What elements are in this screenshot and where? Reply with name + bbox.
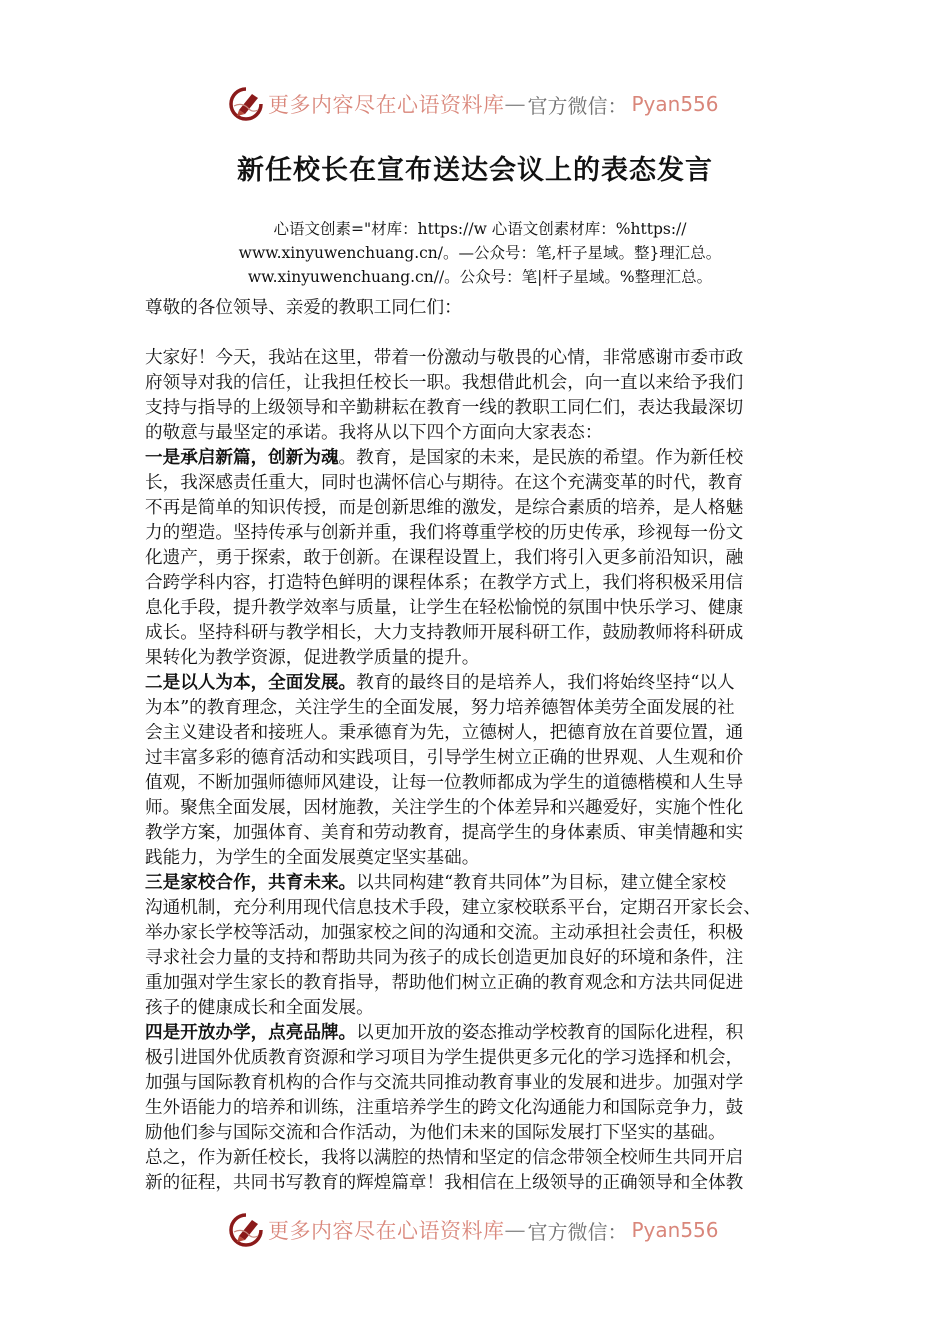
source-line: ww.xinyuwenchuang.cn//。公众号：笔|杆子星域。%整理汇总。 <box>247 268 713 286</box>
section-heading: 二是以人为本，全面发展。 <box>145 673 357 693</box>
section-first-line <box>145 671 835 696</box>
section-3 <box>145 871 835 1021</box>
intro-paragraph <box>145 346 835 446</box>
pen-nib-logo-icon <box>228 1212 264 1248</box>
text-line: 生外语能力的培养和训练，注重培养学生的跨文化沟通能力和国际竞争力，鼓 <box>145 1098 744 1118</box>
text-line: 寻求社会力量的支持和帮助共同为孩子的成长创造更加良好的环境和条件，注 <box>145 948 744 968</box>
text-line: 值观，不断加强师德师风建设，让每一位教师都成为学生的道德楷模和人生导 <box>145 773 744 793</box>
text-line: 极引进国外优质教育资源和学习项目为学生提供更多元化的学习选择和机会， <box>145 1048 744 1068</box>
section-first-text: 。教育，是国家的未来，是民族的希望。作为新任校 <box>338 448 744 468</box>
banner-dash: — <box>504 1218 526 1242</box>
text-line: 过丰富多彩的德育活动和实践项目，引导学生树立正确的世界观、人生观和价 <box>145 748 744 768</box>
banner-dash: — <box>504 92 526 116</box>
header-banner <box>228 82 728 126</box>
text-line: 为本”的教育理念，关注学生的全面发展，努力培养德智体美劳全面发展的社 <box>145 698 735 718</box>
text-line: 总之，作为新任校长，我将以满腔的热情和坚定的信念带领全校师生共同开启 <box>145 1148 744 1168</box>
text-line: 孩子的健康成长和全面发展。 <box>145 998 374 1018</box>
section-heading: 四是开放办学，点亮品牌。 <box>145 1023 357 1043</box>
section-first-text: 以共同构建“教育共同体”为目标，建立健全家校 <box>356 873 727 893</box>
text-line: 长，我深感责任重大，同时也满怀信心与期待。在这个充满变革的时代，教育 <box>145 473 744 493</box>
greeting: 尊敬的各位领导、亲爱的教职工同仁们： <box>145 298 462 318</box>
banner-main-text: 更多内容尽在心语资料库 <box>268 1219 505 1243</box>
text-line: 践能力，为学生的全面发展奠定坚实基础。 <box>145 848 480 868</box>
footer-banner <box>228 1208 728 1252</box>
text-line: 沟通机制，充分利用现代信息技术手段，建立家校联系平台，定期召开家长会、 <box>145 898 761 918</box>
text-line: 不再是简单的知识传授，而是创新思维的激发，是综合素质的培养，是人格魅 <box>145 498 744 518</box>
conclusion-paragraph <box>145 1146 835 1196</box>
text-line: 励他们参与国际交流和合作活动，为他们未来的国际发展打下坚实的基础。 <box>145 1123 726 1143</box>
text-line: 息化手段，提升教学效率与质量，让学生在轻松愉悦的氛围中快乐学习、健康 <box>145 598 744 618</box>
section-first-text: 教育的最终目的是培养人，我们将始终坚持“以人 <box>356 673 735 693</box>
document-title: 新任校长在宣布送达会议上的表态发言 <box>237 155 713 186</box>
text-line: 加强与国际教育机构的合作与交流共同推动教育事业的发展和进步。加强对学 <box>145 1073 744 1093</box>
text-line: 支持与指导的上级领导和辛勤耕耘在教育一线的教职工同仁们，表达我最深切 <box>145 398 744 418</box>
text-line: 成长。坚持科研与教学相长，大力支持教师开展科研工作，鼓励教师将科研成 <box>145 623 744 643</box>
text-line: 举办家长学校等活动，加强家校之间的沟通和交流。主动承担社会责任，积极 <box>145 923 744 943</box>
blank-line <box>145 321 835 346</box>
section-4 <box>145 1021 835 1146</box>
section-first-text: 以更加开放的姿态推动学校教育的国际化进程，积 <box>356 1023 744 1043</box>
text-line: 新的征程，共同书写教育的辉煌篇章！我相信在上级领导的正确领导和全体教 <box>145 1173 744 1193</box>
section-heading: 三是家校合作，共育未来。 <box>145 873 357 893</box>
banner-wechat-label: 官方微信： <box>527 1219 628 1244</box>
source-notice <box>140 217 820 289</box>
section-1 <box>145 446 835 671</box>
banner-main-text: 更多内容尽在心语资料库 <box>268 93 505 117</box>
text-line: 的敬意与最坚定的承诺。我将从以下四个方面向大家表态： <box>145 423 603 443</box>
section-first-line <box>145 446 835 471</box>
banner-wechat-label: 官方微信： <box>527 93 628 118</box>
text-line: 化遗产，勇于探索，敢于创新。在课程设置上，我们将引入更多前沿知识，融 <box>145 548 744 568</box>
text-line: 府领导对我的信任，让我担任校长一职。我想借此机会，向一直以来给予我们 <box>145 373 744 393</box>
text-line: 力的塑造。坚持传承与创新并重，我们将尊重学校的历史传承，珍视每一份文 <box>145 523 744 543</box>
section-heading: 一是承启新篇，创新为魂 <box>145 448 339 468</box>
text-line: 师。聚焦全面发展，因材施教，关注学生的个体差异和兴趣爱好，实施个性化 <box>145 798 744 818</box>
text-line: 合跨学科内容，打造特色鲜明的课程体系；在教学方式上，我们将积极采用信 <box>145 573 744 593</box>
source-line: www.xinyuwenchuang.cn/。—公众号：笔,杆子星域。整}理汇总。 <box>238 244 722 262</box>
banner-wechat-id: Pyan556 <box>631 1218 719 1242</box>
section-first-line <box>145 1021 835 1046</box>
text-line: 果转化为教学资源，促进教学质量的提升。 <box>145 648 480 668</box>
text-line: 大家好！今天，我站在这里，带着一份激动与敬畏的心情，非常感谢市委市政 <box>145 348 744 368</box>
document-body <box>145 296 835 1196</box>
section-2 <box>145 671 835 871</box>
text-line: 教学方案，加强体育、美育和劳动教育，提高学生的身体素质、审美情趣和实 <box>145 823 744 843</box>
section-first-line <box>145 871 835 896</box>
text-line: 会主义建设者和接班人。秉承德育为先，立德树人，把德育放在首要位置，通 <box>145 723 744 743</box>
pen-nib-logo-icon <box>228 86 264 122</box>
text-line: 重加强对学生家长的教育指导，帮助他们树立正确的教育观念和方法共同促进 <box>145 973 744 993</box>
banner-wechat-id: Pyan556 <box>631 92 719 116</box>
source-line: 心语文创素="材库：https://w 心语文创素材库：%https:// <box>273 220 687 238</box>
